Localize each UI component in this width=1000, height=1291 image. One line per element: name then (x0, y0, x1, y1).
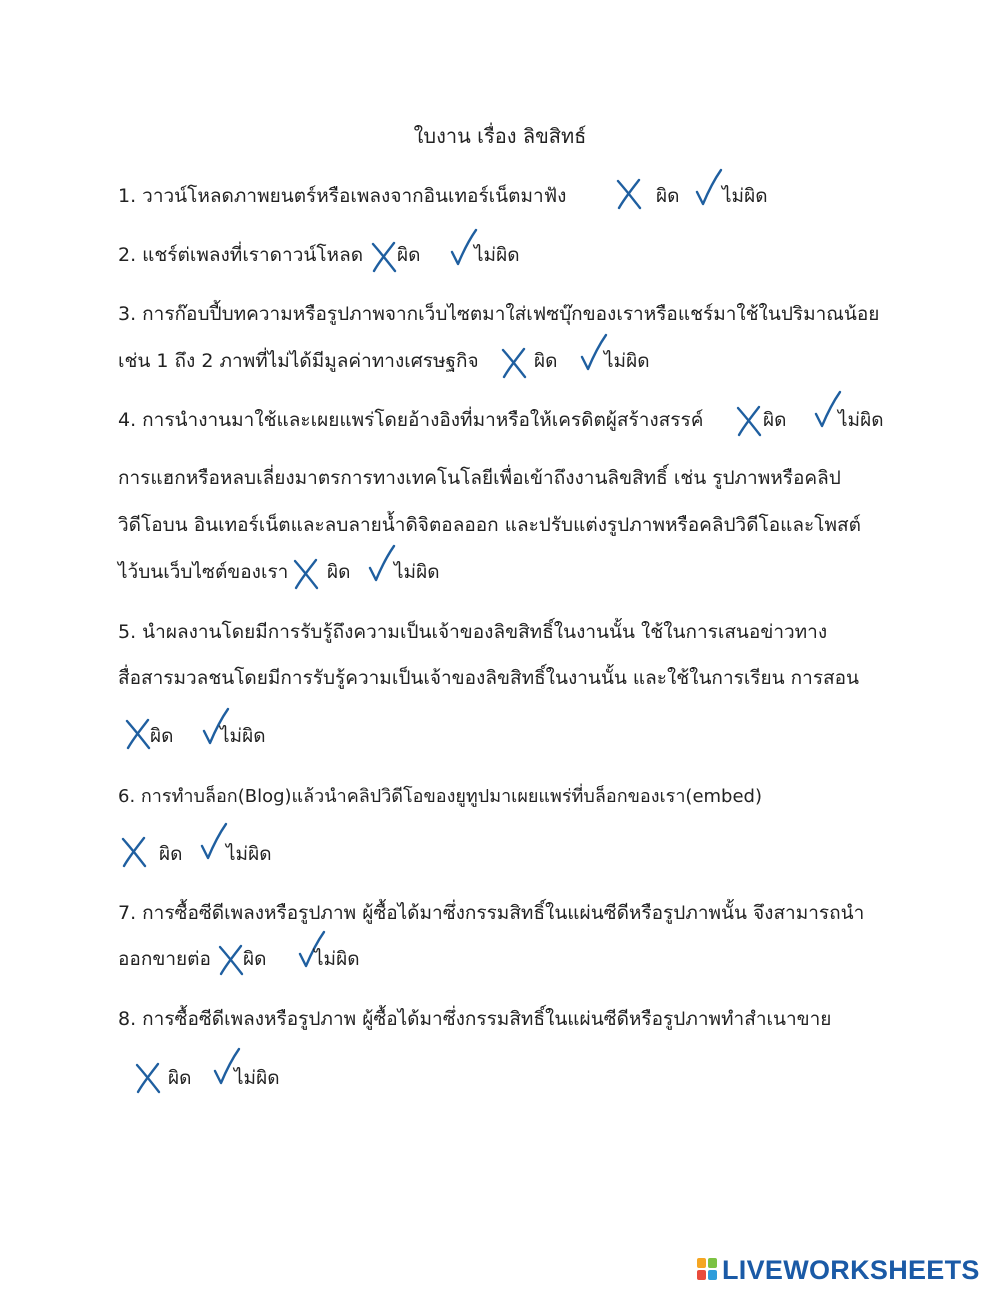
question-8-text: 8. การซื้อซีดีเพลงหรือรูปภาพ ผู้ซื้อได้มาซึ่งกรรมสิทธิ์ในแผ่นซีดีหรือรูปภาพทำสำเนาขาย (118, 1008, 832, 1030)
q6-not-wrong-label[interactable]: ไม่ผิด (226, 843, 272, 865)
q5-wrong-label[interactable]: ผิด (150, 725, 174, 747)
question-5-text-line-2: สื่อสารมวลชนโดยมีการรับรู้ความเป็นเจ้าของลิขสิทธิ์ในงานนั้น และใช้ในการเรียน การสอน (118, 667, 860, 689)
question-extra-text-line-2: วิดีโอบน อินเทอร์เน็ตและลบลายน้ำดิจิตอลออก และปรับแต่งรูปภาพหรือคลิปวิดีโอและโพสต์ (118, 514, 861, 536)
question-6-text: 6. การทำบล็อก(Blog)แล้วนำคลิปวิดีโอของยูทูปมาเผยแพร่ที่บล็อกของเรา(embed) (118, 786, 763, 807)
question-2-text: 2. แชร์ต่เพลงที่เราดาวน์โหลด (118, 244, 364, 266)
question-7-text-line-2: ออกขายต่อ (118, 948, 211, 970)
question-5-text-line-1: 5. นำผลงานโดยมีการรับรู้ถึงความเป็นเจ้าของลิขสิทธิ์ในงานนั้น ใช้ในการเสนอข่าวทาง (118, 621, 828, 643)
q3-not-wrong-label[interactable]: ไม่ผิด (604, 350, 650, 372)
q8-wrong-cross-icon[interactable] (134, 1061, 162, 1095)
q4-not-wrong-label[interactable]: ไม่ผิด (838, 409, 884, 431)
question-4-text: 4. การนำงานมาใช้และเผยแพร่โดยอ้างอิงที่มาหรือให้เครดิตผู้สร้างสรรค์ (118, 409, 704, 431)
q4-wrong-cross-icon[interactable] (735, 404, 763, 438)
liveworksheets-logo-icon (697, 1258, 719, 1282)
q-extra-not-wrong-check-icon[interactable] (368, 544, 396, 584)
q2-wrong-label[interactable]: ผิด (397, 244, 421, 266)
question-7-text-line-1: 7. การซื้อซีดีเพลงหรือรูปภาพ ผู้ซื้อได้มาซึ่งกรรมสิทธิ์ในแผ่นซีดีหรือรูปภาพนั้น จึงสามารถนำ (118, 902, 865, 924)
q6-not-wrong-check-icon[interactable] (200, 822, 228, 862)
question-3-text-line-1: 3. การก๊อบปี้บทความหรือรูปภาพจากเว็บไซตมาใส่เฟซบุ๊กของเราหรือแชร์มาใช้ในปริมาณน้อย (118, 303, 880, 325)
question-extra-text-line-1: การแฮกหรือหลบเลี่ยงมาตรการทางเทคโนโลยีเพื่อเข้าถึงงานลิขสิทธิ์ เช่น รูปภาพหรือคลิป (118, 467, 841, 489)
q4-wrong-label[interactable]: ผิด (763, 409, 787, 431)
q3-wrong-cross-icon[interactable] (500, 346, 528, 380)
q8-wrong-label[interactable]: ผิด (168, 1067, 192, 1089)
q2-wrong-cross-icon[interactable] (370, 240, 398, 274)
q3-wrong-label[interactable]: ผิด (534, 350, 558, 372)
q5-not-wrong-label[interactable]: ไม่ผิด (220, 725, 266, 747)
q6-wrong-label[interactable]: ผิด (159, 843, 183, 865)
q2-not-wrong-label[interactable]: ไม่ผิด (474, 244, 520, 266)
q5-wrong-cross-icon[interactable] (124, 717, 152, 751)
liveworksheets-logo-text: LIVEWORKSHEETS (722, 1255, 980, 1285)
q1-not-wrong-label[interactable]: ไม่ผิด (722, 185, 768, 207)
q8-not-wrong-label[interactable]: ไม่ผิด (234, 1067, 280, 1089)
q1-wrong-cross-icon[interactable] (615, 177, 643, 211)
q-extra-wrong-label[interactable]: ผิด (327, 561, 351, 583)
q-extra-not-wrong-label[interactable]: ไม่ผิด (394, 561, 440, 583)
question-1-text: 1. วาวน์โหลดภาพยนตร์หรือเพลงจากอินเทอร์เน็ตมาฟัง (118, 185, 567, 207)
q-extra-wrong-cross-icon[interactable] (292, 557, 320, 591)
q6-wrong-cross-icon[interactable] (120, 835, 148, 869)
q7-wrong-label[interactable]: ผิด (243, 948, 267, 970)
q7-wrong-cross-icon[interactable] (217, 943, 245, 977)
question-3-text-line-2: เช่น 1 ถึง 2 ภาพที่ไม่ได้มีมูลค่าทางเศรษฐกิจ (118, 350, 479, 372)
question-extra-text-line-3: ไว้บนเว็บไซต์ของเรา (118, 561, 289, 583)
q7-not-wrong-label[interactable]: ไม่ผิด (314, 948, 360, 970)
q1-wrong-label[interactable]: ผิด (656, 185, 680, 207)
page-title: ใบงาน เรื่อง ลิขสิทธ์ (413, 124, 587, 148)
q1-not-wrong-check-icon[interactable] (695, 168, 723, 208)
